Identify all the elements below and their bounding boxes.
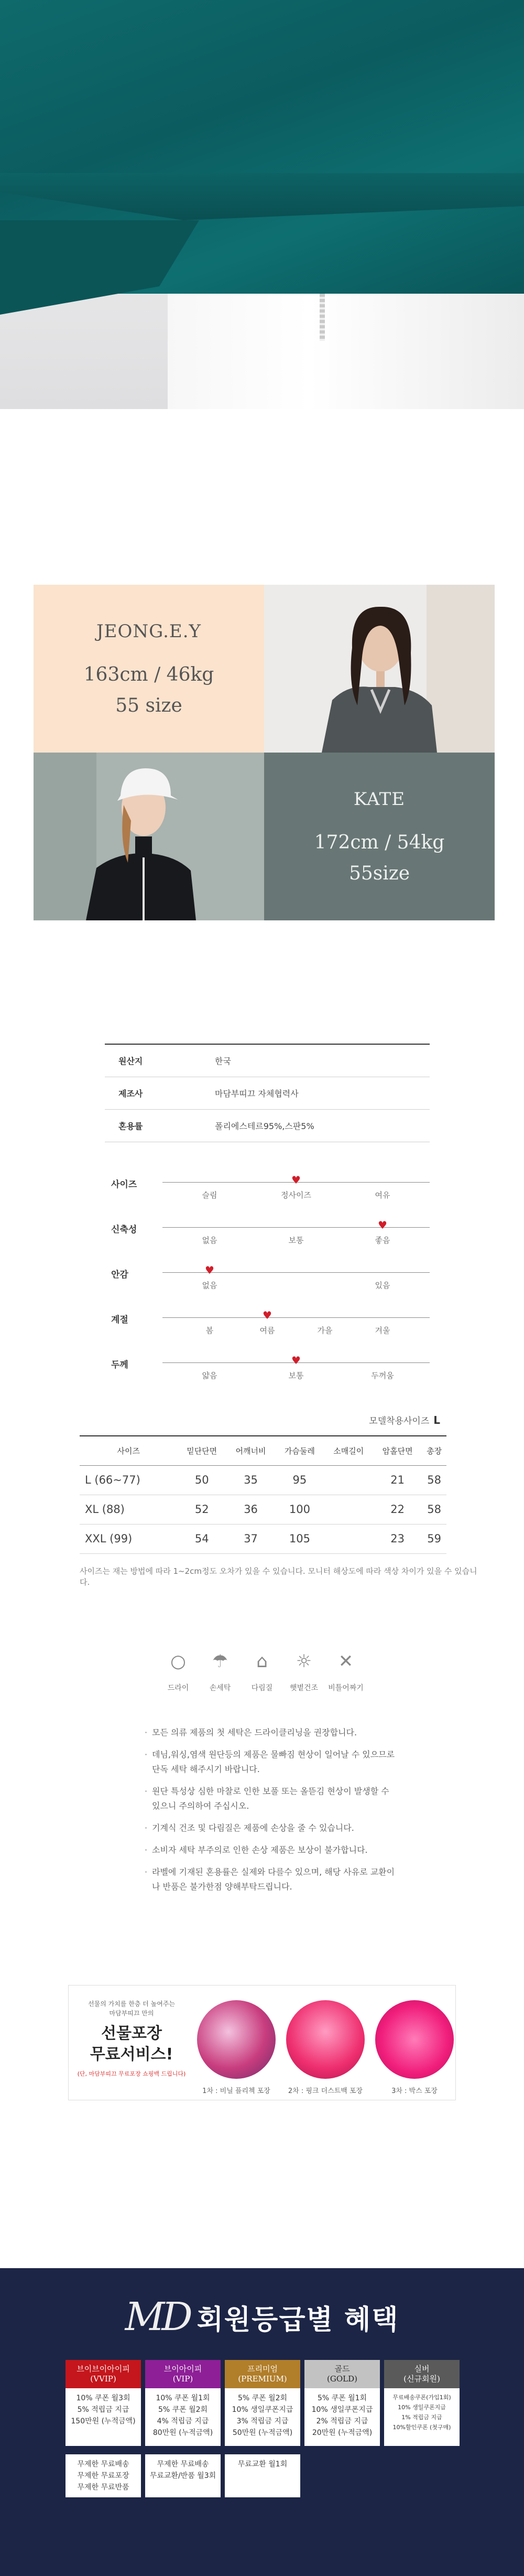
- tier-sub: (GOLD): [327, 2374, 357, 2384]
- size-header: 어깨너비: [226, 1436, 275, 1465]
- scale-line: [162, 1272, 430, 1273]
- info-key: 원산지: [118, 1056, 143, 1066]
- tier-benefit: 20만원 (누적금액): [312, 2429, 373, 2437]
- size-cell: 35: [226, 1465, 275, 1495]
- size-cell: XL (88): [80, 1495, 178, 1524]
- scale-option: 슬림: [202, 1190, 217, 1200]
- size-cell: L (66~77): [80, 1465, 178, 1495]
- size-header: 총장: [422, 1436, 446, 1465]
- care-item: [199, 1647, 241, 1693]
- care-label: 비틀어짜기: [328, 1684, 364, 1692]
- tier-benefit: 5% 쿠폰 월2회: [158, 2406, 208, 2414]
- tier-extra-line: 무료교환 월1회: [237, 2460, 288, 2468]
- size-note: 사이즈는 재는 방법에 따라 1~2cm정도 오차가 있을 수 있습니다. 모니터 해상도에 따라 색상 차이가 있을 수 있습니다.: [80, 1566, 477, 1587]
- tier-benefit: 2% 적립금 지급: [316, 2417, 368, 2425]
- size-cell: 58: [422, 1465, 446, 1495]
- care-note: · 데님,워싱,염색 원단등의 제품은 물빠짐 현상이 일어날 수 있으므로 단독 세탁 해주시기 바랍니다.: [152, 1747, 398, 1777]
- model-size-value: L: [433, 1414, 440, 1426]
- tier-benefit: 5% 적립금 지급: [77, 2406, 129, 2414]
- grade-title: [0, 2294, 524, 2339]
- care-item: [325, 1647, 367, 1693]
- gift-wrap-banner: [0, 1985, 524, 2100]
- tier-benefit: 1% 적립금 지급: [401, 2414, 442, 2421]
- gift-option-label: 1차 : 비닐 플리첵 포장: [202, 2087, 270, 2095]
- info-row: [105, 1077, 430, 1110]
- size-cell: [324, 1495, 373, 1524]
- md-logo: MD: [125, 2294, 190, 2339]
- care-label: 다림질: [251, 1684, 273, 1692]
- model-info: [0, 585, 524, 920]
- care-note: · 원단 특성상 심한 마찰로 인한 보풀 또는 올뜯김 현상이 발생할 수 있으니 주의하여 주십시오.: [152, 1784, 398, 1813]
- scale-row: [105, 1220, 430, 1265]
- scale-option: 여유: [375, 1190, 390, 1200]
- tier-sub: (VVIP): [90, 2374, 116, 2384]
- size-cell: 54: [178, 1524, 226, 1553]
- size-header: 암홀단면: [373, 1436, 422, 1465]
- grade-tier: [304, 2360, 380, 2446]
- shade-dry-icon: ☼: [296, 1651, 312, 1672]
- care-label: 손세탁: [209, 1684, 231, 1692]
- care-note: · 기계식 건조 및 다림질은 제품에 손상을 줄 수 있습니다.: [152, 1821, 398, 1836]
- scale-option: 없음: [202, 1281, 217, 1290]
- tier-name: 브이브이아이피: [77, 2364, 130, 2374]
- size-cell: [324, 1524, 373, 1553]
- grade-tier: [384, 2360, 460, 2446]
- size-cell: [324, 1465, 373, 1495]
- size-row: [80, 1495, 446, 1524]
- size-chart: [0, 1413, 524, 1634]
- grade-tier: [225, 2360, 300, 2446]
- tier-extra: [66, 2454, 141, 2497]
- scale-row: [105, 1265, 430, 1310]
- tier-extra-line: 무제한 무료배송: [77, 2460, 129, 2468]
- gift-box: [68, 1985, 456, 2100]
- scale-label: 계절: [111, 1315, 128, 1325]
- product-info: [0, 1044, 524, 1196]
- model1-photo: [264, 585, 495, 753]
- tier-header: [384, 2360, 460, 2388]
- tier-extra-line: 무제한 무료반품: [77, 2483, 129, 2492]
- scale-line: [162, 1227, 430, 1228]
- size-row: [80, 1524, 446, 1553]
- dry-clean-icon: ○: [170, 1651, 186, 1672]
- tier-benefit: 50만원 (누적금액): [232, 2429, 293, 2437]
- size-header: 소매길이: [324, 1436, 373, 1465]
- tier-benefits: [304, 2388, 380, 2446]
- gift-notice: (단, 마담부띠끄 무료포장 쇼핑백 드립니다): [77, 2070, 186, 2077]
- scale-option: 가을: [317, 1326, 333, 1335]
- size-cell: 100: [275, 1495, 324, 1524]
- care-note: · 모든 의류 제품의 첫 세탁은 드라이클리닝을 권장합니다.: [152, 1725, 398, 1740]
- care-note: · 라벨에 기재된 혼용률은 실제와 다를수 있으며, 해당 사유로 교환이나 반품은 불가한점 양해부탁드립니다.: [152, 1865, 398, 1894]
- info-value: 마담부띠끄 자체협력사: [215, 1089, 299, 1099]
- tier-sub: (PREMIUM): [238, 2374, 287, 2384]
- scale-row: [105, 1175, 430, 1220]
- tier-benefits: [66, 2388, 141, 2446]
- iron-icon: ⌂: [256, 1651, 268, 1672]
- tier-header: [304, 2360, 380, 2388]
- info-row: [105, 1045, 430, 1077]
- model2-stats: 172cm / 54kg: [314, 832, 445, 853]
- care-item: [283, 1647, 325, 1693]
- size-header: 사이즈: [80, 1436, 178, 1465]
- grade-tier: [66, 2360, 141, 2446]
- grade-heading: 회원등급별 혜택: [196, 2304, 399, 2336]
- tier-benefit: 무료배송쿠폰(가입1회): [392, 2394, 451, 2401]
- care-item: [157, 1647, 199, 1693]
- gift-image-dustbag: [286, 2000, 365, 2079]
- size-cell: 58: [422, 1495, 446, 1524]
- tier-extra-line: 무제한 무료배송: [157, 2460, 209, 2468]
- tier-header: [225, 2360, 300, 2388]
- tier-benefits: [145, 2388, 221, 2446]
- tier-benefit: 5% 쿠폰 월1회: [317, 2394, 367, 2402]
- size-cell: 52: [178, 1495, 226, 1524]
- scale-row: [105, 1310, 430, 1355]
- member-grade-benefits: [0, 2268, 524, 2576]
- size-table: [80, 1435, 446, 1554]
- scale-option: 얇음: [202, 1371, 217, 1380]
- gift-image-box: [375, 2000, 454, 2079]
- hand-wash-icon: ☂: [212, 1651, 228, 1672]
- gift-option-label: 2차 : 핑크 더스트백 포장: [288, 2087, 363, 2095]
- scale-option: 겨울: [375, 1326, 390, 1335]
- model2-name: KATE: [353, 789, 406, 810]
- scale-line: [162, 1317, 430, 1318]
- hero-product-photo: [0, 0, 524, 409]
- scale-label: 두께: [111, 1360, 128, 1370]
- fit-scales: [0, 1175, 524, 1405]
- model2-info-card: [264, 753, 495, 920]
- gift-intro-2: 마담부띠끄 만의: [109, 2010, 154, 2017]
- product-info-table: [105, 1044, 430, 1142]
- info-value: 폴리에스테르95%,스판5%: [215, 1121, 314, 1131]
- tier-benefit: 10% 생일쿠폰지급: [398, 2404, 446, 2411]
- no-bleach-icon: ✕: [338, 1651, 354, 1672]
- grade-extras: [66, 2454, 464, 2497]
- gift-intro: [69, 1999, 194, 2018]
- scale-label: 사이즈: [111, 1179, 137, 1190]
- tier-benefit: 150만원 (누적금액): [71, 2417, 136, 2425]
- tier-name: 실버: [414, 2364, 430, 2374]
- gift-intro-1: 선물의 가치를 한층 더 높여주는: [88, 2000, 175, 2008]
- tier-name: 브이아이피: [163, 2364, 202, 2374]
- gift-headline: [69, 2023, 194, 2065]
- size-cell: 105: [275, 1524, 324, 1553]
- care-notes: [0, 1725, 524, 1904]
- tier-extra: [225, 2454, 300, 2497]
- gift-headline-2: 무료서비스!: [90, 2045, 173, 2064]
- size-header: 밑단단면: [178, 1436, 226, 1465]
- grade-tier: [145, 2360, 221, 2446]
- size-cell: 37: [226, 1524, 275, 1553]
- scale-option: 좋음: [375, 1236, 390, 1245]
- info-row: [105, 1110, 430, 1142]
- tier-extra: [145, 2454, 221, 2497]
- tier-benefit: 80만원 (누적금액): [152, 2429, 213, 2437]
- tier-benefit: 10% 생일쿠폰지급: [232, 2406, 293, 2414]
- heart-icon: ♥: [291, 1354, 301, 1367]
- tier-benefit: 10% 쿠폰 월1회: [156, 2394, 210, 2402]
- model1-name: JEONG.E.Y: [96, 621, 201, 642]
- gift-headline-1: 선물포장: [101, 2024, 162, 2043]
- info-value: 한국: [215, 1056, 231, 1066]
- heart-icon: ♥: [205, 1264, 214, 1276]
- model-size-indicator: [369, 1413, 440, 1426]
- tier-name: 골드: [334, 2364, 350, 2374]
- info-key: 혼용률: [118, 1121, 143, 1131]
- tier-sub: (VIP): [172, 2374, 193, 2384]
- care-item: [241, 1647, 283, 1693]
- tier-benefit: 5% 쿠폰 월2회: [237, 2394, 288, 2402]
- scale-option: 없음: [202, 1236, 217, 1245]
- care-note: · 소비자 세탁 부주의로 인한 손상 제품은 보상이 불가합니다.: [152, 1843, 398, 1858]
- model1-info-card: [34, 585, 264, 753]
- size-cell: 23: [373, 1524, 422, 1553]
- tier-extra-line: 무제한 무료포장: [77, 2472, 129, 2480]
- tier-benefit: 10% 생일쿠폰지급: [311, 2406, 373, 2414]
- tier-name: 프리미엄: [247, 2364, 278, 2374]
- scale-option: 보통: [288, 1371, 304, 1380]
- care-icons: [0, 1647, 524, 1736]
- tier-header: [66, 2360, 141, 2388]
- scale-label: 안감: [111, 1270, 128, 1280]
- tier-benefit: 10%할인쿠폰 (첫구매): [392, 2424, 451, 2431]
- model2-photo: [34, 753, 264, 920]
- scale-row: [105, 1355, 430, 1400]
- heart-icon: ♥: [291, 1174, 301, 1186]
- tier-sub: (신규회원): [403, 2374, 440, 2384]
- scale-option: 봄: [205, 1326, 214, 1335]
- grade-tiers: [66, 2360, 464, 2446]
- scale-option: 두꺼움: [371, 1371, 394, 1380]
- model1-size: 55 size: [115, 695, 182, 716]
- size-cell: 50: [178, 1465, 226, 1495]
- scale-option: 정사이즈: [281, 1190, 311, 1200]
- size-header: 가슴둘레: [275, 1436, 324, 1465]
- gift-option-label: 3차 : 박스 포장: [391, 2087, 438, 2095]
- model2-size: 55size: [348, 863, 410, 884]
- size-cell: XXL (99): [80, 1524, 178, 1553]
- scale-label: 신축성: [111, 1225, 137, 1235]
- heart-icon: ♥: [378, 1219, 387, 1231]
- size-cell: 95: [275, 1465, 324, 1495]
- tier-benefits: [384, 2388, 460, 2446]
- gift-text: [69, 1985, 194, 2101]
- tier-benefit: 10% 쿠폰 월3회: [76, 2394, 130, 2402]
- scale-option: 보통: [288, 1236, 304, 1245]
- size-row: [80, 1465, 446, 1495]
- info-key: 제조사: [118, 1089, 143, 1099]
- size-cell: 22: [373, 1495, 422, 1524]
- tier-benefit: 4% 적립금 지급: [157, 2417, 209, 2425]
- size-cell: 59: [422, 1524, 446, 1553]
- care-label: 햇볕건조: [289, 1684, 319, 1692]
- tier-benefit: 3% 적립금 지급: [236, 2417, 289, 2425]
- tier-benefits: [225, 2388, 300, 2446]
- care-label: 드라이: [167, 1684, 189, 1692]
- model1-stats: 163cm / 46kg: [83, 664, 214, 685]
- tier-extra-line: 무료교환/반품 월3회: [149, 2472, 216, 2480]
- size-cell: 21: [373, 1465, 422, 1495]
- scale-option: 여름: [259, 1326, 275, 1335]
- heart-icon: ♥: [263, 1309, 272, 1322]
- tier-header: [145, 2360, 221, 2388]
- scale-option: 있음: [375, 1281, 390, 1290]
- size-cell: 36: [226, 1495, 275, 1524]
- gift-image-vinyl: [197, 2000, 276, 2079]
- model-size-label: 모델착용사이즈: [369, 1416, 430, 1426]
